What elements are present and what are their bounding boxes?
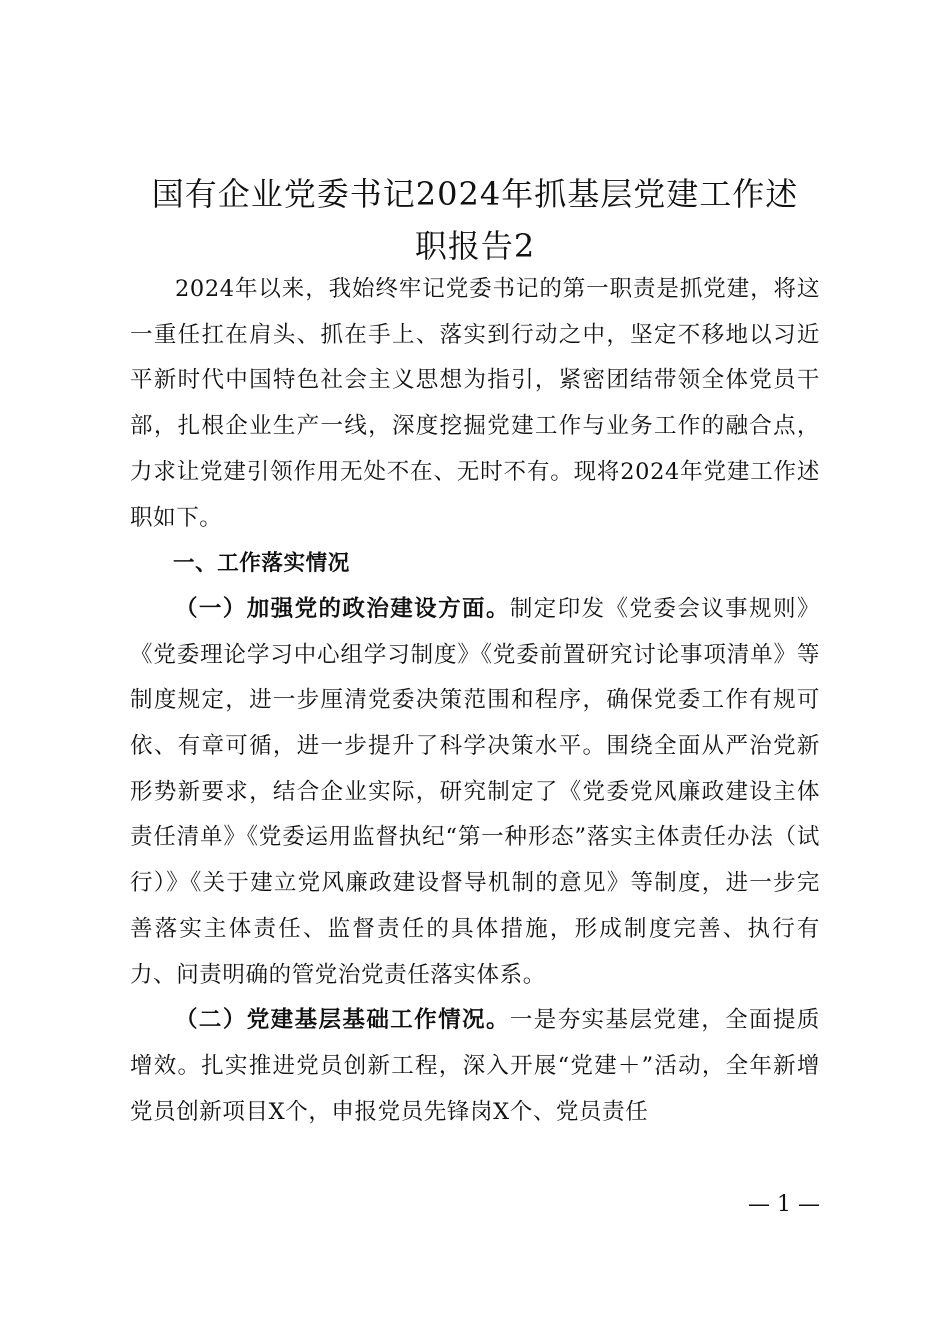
intro-paragraph: 2024年以来，我始终牢记党委书记的第一职责是抓党建，将这一重任扛在肩头、抓在手上、落实到行动之中，坚定不移地以习近平新时代中国特色社会主义思想为指引，紧密团结带领全体党员干部，扎根企业生产一线，深度挖掘党建工作与业务工作的融合点，力求让党建引领作用无处不在、无时不有。现将2024年党建工作述职如下。 [130,276,820,531]
subsection-1-lead: （一）加强党的政治建设方面。 [175,595,510,622]
section-heading: 一、工作落实情况 [173,551,350,577]
subsection-1-text: 制定印发《党委会议事规则》《党委理论学习中心组学习制度》《党委前置研究讨论事项清单》等制度规定，进一步厘清党委决策范围和程序，确保党委工作有规可依、有章可循，进一步提升了科学决策水平。围绕全面从严治党新形势新要求，结合企业实际，研究制定了《党委党风廉政建设主体责任清单》《党委运用监督执纪“第一种形态”落实主体责任办法（试行）》《关于建立党风廉政建设督导机制的意见》等制度，进一步完善落实主体责任、监督责任的具体措施，形成制度完善、执行有力、问责明确的管党治党责任落实体系。 [130,595,820,988]
subsection-2-lead: （二）党建基层基础工作情况。 [175,1007,510,1034]
document-body [130,267,820,1135]
title-line-1: 国有企业党委书记2024年抓基层党建工作述 [151,175,799,213]
subsection-2-paragraph [130,998,820,1135]
subsection-2-text: 一是夯实基层党建，全面提质增效。扎实推进党员创新工程，深入开展“党建＋”活动，全年新增党员创新项目X个，申报党员先锋岗X个、党员责任 [130,1007,820,1125]
title-line-2: 职报告2 [414,227,536,265]
page-number: — 1 — [748,1192,820,1217]
subsection-1-paragraph [130,587,820,998]
document-title [125,168,825,272]
